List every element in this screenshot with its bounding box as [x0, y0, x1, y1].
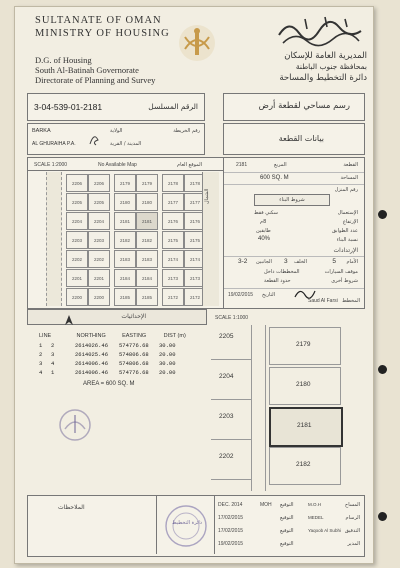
keymap-plot: 2202 — [66, 250, 88, 268]
site-plan-plot-label: 2182 — [296, 461, 311, 468]
sides-label: الجانبين — [256, 259, 272, 265]
site-plan-lot-line — [211, 359, 251, 360]
wilayat-label: الولاية — [110, 128, 123, 134]
coords-cell: 4 — [39, 369, 43, 376]
surveyor-signature — [294, 286, 316, 298]
keymap-plot: 2183 — [136, 250, 158, 268]
en-title-2: MINISTRY OF HOUSING — [35, 28, 170, 39]
coords-section-label: الإحداثيات — [121, 313, 146, 320]
keymap-plot: 2202 — [88, 250, 110, 268]
department-stamp-text: دائرة التخطيط — [172, 520, 202, 526]
binder-hole — [378, 512, 387, 521]
en-sub-3: Directorate of Planning and Survey — [35, 75, 156, 85]
coords-cell: 20.00 — [159, 369, 176, 376]
keymap-plot: 2201 — [66, 269, 88, 287]
conditions-header — [254, 194, 330, 206]
keymap-plot: 2184 — [136, 269, 158, 287]
site-plan-plot-label: 2179 — [296, 341, 311, 348]
approval-role: المدير — [347, 541, 360, 547]
surveyor-label: المخطط — [342, 298, 360, 304]
approval-org: MOH — [260, 502, 272, 508]
approval-date: DEC. 2014 — [218, 502, 243, 508]
doc-title: رسم مساحي لقطعة أرض — [258, 101, 350, 111]
keymap-plot: 2180 — [136, 193, 158, 211]
keymap-plot: 2172 — [162, 288, 184, 306]
site-plan-right-plot — [269, 447, 341, 485]
village-en: AL GHURAIHA P.A. — [32, 141, 76, 147]
plot-label: القطعة — [343, 162, 358, 168]
coords-header-northing: NORTHING — [76, 333, 106, 339]
coords-table-row — [39, 342, 189, 349]
keymap-no-map: No Available Map — [98, 162, 137, 168]
back-label: الخلف — [294, 259, 307, 265]
coords-cell: 1 — [39, 342, 43, 349]
keymap-plot: 2184 — [114, 269, 136, 287]
approval-name: M.O.H — [308, 502, 321, 507]
keymap-plot: 2206 — [66, 174, 88, 192]
coords-header-easting: EASTING — [122, 333, 147, 339]
coords-cell: 574806.68 — [119, 360, 149, 367]
keymap-plot: 2178 — [184, 174, 206, 192]
coverage-label: نسبة البناء — [336, 237, 358, 243]
keymap-plot: 2182 — [136, 231, 158, 249]
keymap-plot: 2182 — [114, 231, 136, 249]
front-value: 5 — [332, 258, 336, 265]
parcel-data-title-box — [223, 123, 365, 155]
floors-note: طابقين — [256, 228, 271, 234]
approval-date: 17/02/2015 — [218, 528, 244, 534]
back-value: 3 — [284, 258, 288, 265]
north-arrow-icon — [64, 312, 74, 322]
arabic-calligraphy-logo — [275, 13, 365, 47]
keymap-plot: 2175 — [162, 231, 184, 249]
keymap-plot: 2203 — [66, 231, 88, 249]
binder-hole — [378, 365, 387, 374]
approval-name: Yaqoob Al Subhi — [308, 528, 341, 533]
setbacks-label: الإرتدادات — [333, 247, 358, 254]
survey-document — [14, 6, 374, 564]
keymap-plot: 2206 — [88, 174, 110, 192]
keymap-plot: 2185 — [114, 288, 136, 306]
keymap-plot: 2173 — [162, 269, 184, 287]
coords-title-box — [27, 309, 207, 325]
keymap-plot: 2205 — [66, 193, 88, 211]
front-label: الأمام — [346, 259, 358, 265]
keymap-plot: 2204 — [66, 212, 88, 230]
village-label: المدينة / القرية — [110, 141, 142, 147]
keymap-plot: 2200 — [88, 288, 110, 306]
keymap-plot: 2203 — [88, 231, 110, 249]
surveyor-name: Saud Al Farsi — [308, 298, 338, 304]
coords-cell: 574806.68 — [119, 351, 149, 358]
approval-signature-label: التوقيع — [280, 502, 294, 508]
coords-table-row — [39, 360, 189, 367]
en-sub-2: South Al-Batinah Governorate — [35, 65, 139, 75]
ar-sub-2: بمحافظة جنوب الباطنة — [295, 62, 367, 71]
approval-role: المساح — [344, 502, 360, 508]
department-stamp — [164, 504, 208, 548]
keymap-location-label: الموقع العام — [177, 162, 202, 168]
coords-cell: 1 — [51, 369, 55, 376]
height-label: الإرتفاع — [342, 219, 358, 225]
site-plan-left-plot: 2205 — [219, 333, 234, 340]
keymap-plot: 2173 — [184, 269, 206, 287]
keymap-plot: 2179 — [136, 174, 158, 192]
keymap-plot: 2204 — [88, 212, 110, 230]
keymap-plot: 2201 — [88, 269, 110, 287]
approval-signature-label: التوقيع — [280, 528, 294, 534]
coords-header-line: LINE — [39, 333, 52, 339]
keymap-plot: 2176 — [162, 212, 184, 230]
coords-cell: 30.00 — [159, 342, 176, 349]
binder-hole — [378, 210, 387, 219]
coords-table-row — [39, 369, 189, 376]
keymap-plot: 2174 — [162, 250, 184, 268]
site-plan-right-plot — [269, 367, 341, 405]
subject-parcel — [269, 407, 343, 447]
date-value: 19/02/2015 — [228, 292, 254, 298]
parking-label: موقف السيارات — [324, 269, 358, 275]
coverage-value: 40% — [258, 236, 271, 242]
notes-label: الملاحظات — [58, 504, 85, 511]
use-label: الإستعمال — [337, 210, 358, 216]
site-plan-lot-line — [211, 479, 251, 480]
coords-header-dist: DIST (m) — [163, 333, 186, 339]
coords-cell: 2614006.46 — [75, 369, 109, 376]
approval-signature-label: التوقيع — [280, 515, 294, 521]
keymap-plot: 2179 — [114, 174, 136, 192]
keymap-plot: 2180 — [114, 193, 136, 211]
coords-cell: 3 — [39, 360, 43, 367]
doc-title-box — [223, 93, 365, 121]
site-plan-left-plot: 2203 — [219, 413, 234, 420]
approval-date: 17/02/2015 — [218, 515, 244, 521]
use-value: سكني فقط — [254, 210, 278, 216]
ar-sub-3: دائرة التخطيط والمساحة — [279, 73, 367, 83]
reference-number: 3-04-539-01-2181 — [34, 102, 103, 112]
keymap-plot: 2175 — [184, 231, 206, 249]
keymap-scale: SCALE 1:2000 — [34, 162, 68, 168]
coords-cell: 2614025.46 — [75, 351, 109, 358]
coords-table — [39, 333, 209, 339]
keymap-plot: 2177 — [162, 193, 184, 211]
keymap-plot: 2177 — [184, 193, 206, 211]
keymap-plot: 2172 — [184, 288, 206, 306]
house-no-label: رقم المنزل — [334, 187, 358, 193]
location-box — [27, 123, 205, 155]
area-value: 600 SQ. M — [260, 175, 289, 181]
date-label: التاريخ — [262, 292, 275, 298]
site-plan-scale: SCALE 1:1000 — [215, 315, 249, 321]
keymap-plot: 2185 — [136, 288, 158, 306]
parcel-data-panel — [223, 157, 365, 309]
ministry-stamp-icon — [57, 407, 93, 443]
coords-cell: 574776.68 — [119, 369, 149, 376]
coords-cell: 30.00 — [159, 360, 176, 367]
keymap-plot: 2183 — [114, 250, 136, 268]
ar-sub-1: المديرية العامة للإسكان — [284, 51, 367, 61]
en-title-1: SULTANATE OF OMAN — [35, 15, 162, 26]
oman-emblem-icon — [175, 21, 219, 65]
coords-table-row — [39, 351, 189, 358]
floors-label: عدد الطوابق — [332, 228, 358, 234]
approval-date: 19/02/2015 — [218, 541, 244, 547]
en-sub-1: D.G. of Housing — [35, 55, 92, 65]
other-label: شروط أخرى — [331, 278, 358, 284]
parcel-data-title: بيانات القطعة — [278, 134, 324, 143]
keymap-plot: 2176 — [184, 212, 206, 230]
coords-area-line: AREA = 600 SQ. M — [83, 381, 135, 387]
map-no-label: رقم الخريطة — [173, 128, 200, 134]
keymap-plot: 2181 — [114, 212, 136, 230]
reference-box — [27, 93, 205, 121]
site-plan-left-plot: 2202 — [219, 453, 234, 460]
coords-cell: 574776.68 — [119, 342, 149, 349]
coords-cell: 2 — [51, 342, 55, 349]
approval-name: MEDEL — [308, 515, 324, 520]
coords-cell: 2 — [39, 351, 43, 358]
wilayat-en: BARKA — [32, 128, 51, 134]
keymap-plot: 2181 — [136, 212, 158, 230]
floors-value: 8م — [260, 219, 267, 225]
keymap-plot: 2174 — [184, 250, 206, 268]
coords-header-row — [39, 333, 209, 339]
approval-role: التدقيق — [344, 528, 360, 534]
key-map — [27, 157, 225, 309]
signature-mark — [88, 132, 100, 146]
plot-no-value: 2181 — [236, 162, 248, 168]
site-plan-plot-label: 2180 — [296, 381, 311, 388]
gates-label: المخططات داخل — [264, 269, 300, 275]
coords-cell: 3 — [51, 351, 55, 358]
reference-number-label: الرقم المسلسل — [148, 102, 198, 111]
keymap-plot: 2200 — [66, 288, 88, 306]
site-plan-lot-line — [211, 399, 251, 400]
keymap-plot: 2178 — [162, 174, 184, 192]
site-plan-plot-label: 2181 — [297, 422, 312, 429]
keymap-plot: 2205 — [88, 193, 110, 211]
conditions-label: شروط البناء — [279, 197, 305, 203]
site-plan-right-plot — [269, 327, 341, 365]
north-label: الشمال — [204, 188, 210, 204]
coords-cell: 2614006.46 — [75, 360, 109, 367]
approvals-panel — [27, 495, 365, 557]
approval-signature-label: التوقيع — [280, 541, 294, 547]
coords-cell: 2614026.46 — [75, 342, 109, 349]
keymap-road — [46, 172, 62, 306]
area-label: المساحة — [340, 175, 358, 181]
sides-value: 3-2 — [238, 258, 248, 265]
coords-cell: 4 — [51, 360, 55, 367]
coords-cell: 20.00 — [159, 351, 176, 358]
site-plan-left-plot: 2204 — [219, 373, 234, 380]
block-label: المربع — [274, 162, 287, 168]
site-plan-lot-line — [211, 439, 251, 440]
site-plan — [211, 325, 363, 491]
approval-role: الرسام — [345, 515, 360, 521]
plot-area-label: حدود القطعة — [264, 278, 291, 284]
